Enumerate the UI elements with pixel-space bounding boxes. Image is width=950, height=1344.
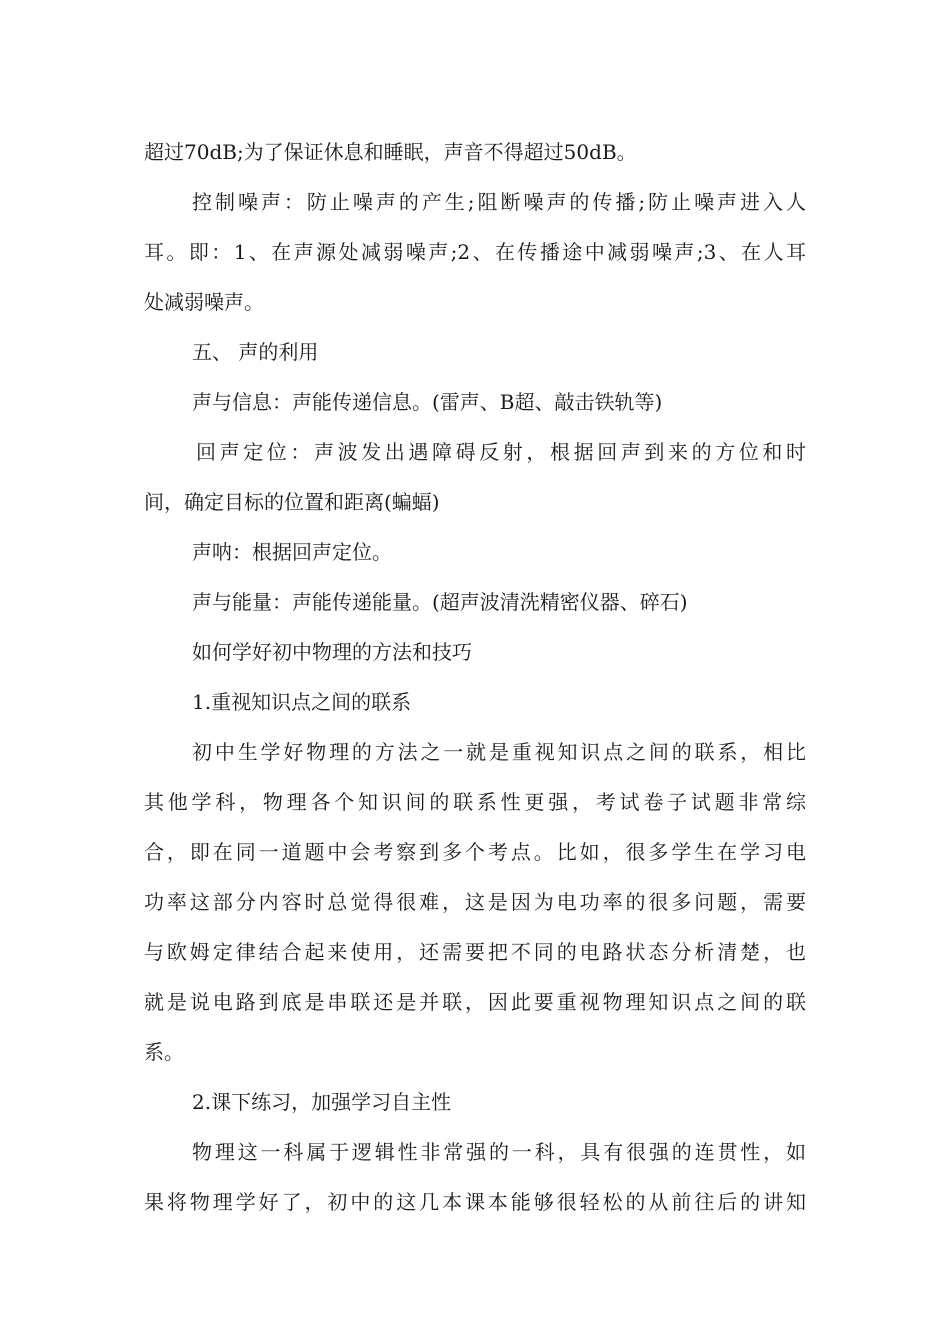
subsection-heading: 1.重视知识点之间的联系 xyxy=(192,690,412,714)
text-line: 物理这一科属于逻辑性非常强的一科，具有很强的连贯性，如 xyxy=(192,1140,806,1164)
text-line: 其他学科，物理各个知识间的联系性更强，考试卷子试题非常综 xyxy=(144,790,806,814)
text-line: 声与信息：声能传递信息。(雷声、B超、敲击铁轨等) xyxy=(192,390,663,414)
text-line: 合，即在同一道题中会考察到多个考点。比如，很多学生在学习电 xyxy=(144,840,806,864)
text-line: 超过70dB;为了保证休息和睡眠，声音不得超过50dB。 xyxy=(144,140,637,164)
text-line: 就是说电路到底是串联还是并联，因此要重视物理知识点之间的联 xyxy=(144,990,806,1014)
section-heading: 如何学好初中物理的方法和技巧 xyxy=(192,640,472,664)
text-line: 声与能量：声能传递能量。(超声波清洗精密仪器、碎石) xyxy=(192,590,688,614)
text-line: 功率这部分内容时总觉得很难，这是因为电功率的很多问题，需要 xyxy=(144,890,806,914)
text-line: 声呐：根据回声定位。 xyxy=(192,540,392,564)
text-line: 果将物理学好了，初中的这几本课本能够很轻松的从前往后的讲知 xyxy=(144,1190,806,1214)
text-line: 耳。即：1、在声源处减弱噪声;2、在传播途中减弱噪声;3、在人耳 xyxy=(144,240,806,264)
text-line: 回声定位：声波发出遇障碍反射，根据回声到来的方位和时 xyxy=(196,440,806,464)
text-line: 初中生学好物理的方法之一就是重视知识点之间的联系，相比 xyxy=(192,740,806,764)
text-line: 系。 xyxy=(144,1040,184,1064)
text-line: 控制噪声：防止噪声的产生;阻断噪声的传播;防止噪声进入人 xyxy=(192,190,806,214)
text-line: 处减弱噪声。 xyxy=(144,290,264,314)
subsection-heading: 2.课下练习，加强学习自主性 xyxy=(192,1090,452,1114)
text-line: 与欧姆定律结合起来使用，还需要把不同的电路状态分析清楚，也 xyxy=(144,940,806,964)
text-line: 间，确定目标的位置和距离(蝙蝠) xyxy=(144,490,440,514)
section-heading: 五、 声的利用 xyxy=(192,340,319,364)
